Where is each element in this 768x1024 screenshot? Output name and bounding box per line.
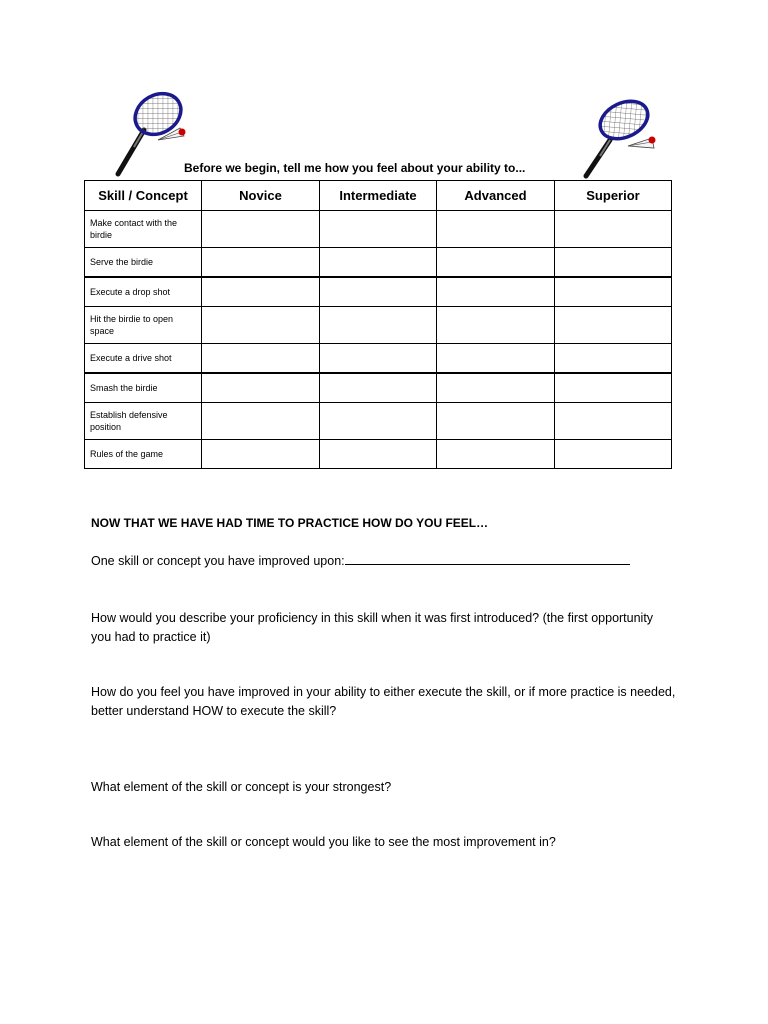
rating-cell-novice[interactable]	[202, 307, 320, 344]
rating-cell-intermediate[interactable]	[320, 440, 437, 469]
rating-cell-novice[interactable]	[202, 373, 320, 403]
badminton-racket-icon-left	[108, 90, 190, 178]
question-text: One skill or concept you have improved upon:	[91, 554, 345, 568]
question-initial-proficiency: How would you describe your proficiency in this skill when it was first introduced? (the first opportunity you had to practice it)	[91, 611, 654, 644]
table-row	[85, 248, 672, 278]
question-improvement-target: What element of the skill or concept would you like to see the most improvement in?	[91, 835, 556, 849]
table-row	[85, 307, 672, 344]
rating-cell-advanced[interactable]	[437, 373, 555, 403]
table-row	[85, 440, 672, 469]
header-superior: Superior	[555, 181, 672, 211]
rating-cell-intermediate[interactable]	[320, 277, 437, 307]
table-row	[85, 344, 672, 374]
question-improved-skill	[91, 552, 676, 571]
answer-blank-line[interactable]	[345, 552, 630, 565]
skill-label: Establish defensive position	[85, 403, 202, 440]
table-row	[85, 211, 672, 248]
rating-cell-intermediate[interactable]	[320, 307, 437, 344]
rating-cell-intermediate[interactable]	[320, 373, 437, 403]
rating-cell-superior[interactable]	[555, 248, 672, 278]
rating-cell-intermediate[interactable]	[320, 344, 437, 374]
skill-label: Hit the birdie to open space	[85, 307, 202, 344]
reflection-heading: NOW THAT WE HAVE HAD TIME TO PRACTICE HOW DO YOU FEEL…	[91, 516, 489, 530]
rating-cell-intermediate[interactable]	[320, 211, 437, 248]
rating-cell-advanced[interactable]	[437, 248, 555, 278]
shuttlecock-icon	[628, 137, 656, 149]
rating-cell-superior[interactable]	[555, 440, 672, 469]
rating-cell-intermediate[interactable]	[320, 248, 437, 278]
rating-cell-novice[interactable]	[202, 440, 320, 469]
intro-prompt: Before we begin, tell me how you feel about your ability to...	[184, 161, 526, 175]
rating-cell-novice[interactable]	[202, 248, 320, 278]
rating-cell-superior[interactable]	[555, 403, 672, 440]
rating-cell-advanced[interactable]	[437, 307, 555, 344]
skill-label: Execute a drive shot	[85, 344, 202, 374]
rating-cell-superior[interactable]	[555, 373, 672, 403]
rating-cell-intermediate[interactable]	[320, 403, 437, 440]
table-header-row	[85, 181, 672, 211]
header-novice: Novice	[202, 181, 320, 211]
rating-cell-advanced[interactable]	[437, 277, 555, 307]
rating-cell-novice[interactable]	[202, 211, 320, 248]
rating-cell-advanced[interactable]	[437, 403, 555, 440]
rating-cell-novice[interactable]	[202, 277, 320, 307]
skill-label: Execute a drop shot	[85, 277, 202, 307]
rating-cell-advanced[interactable]	[437, 344, 555, 374]
rating-cell-novice[interactable]	[202, 344, 320, 374]
rating-cell-superior[interactable]	[555, 307, 672, 344]
table-row	[85, 277, 672, 307]
skill-label: Smash the birdie	[85, 373, 202, 403]
rating-cell-advanced[interactable]	[437, 211, 555, 248]
rating-cell-superior[interactable]	[555, 211, 672, 248]
rating-cell-novice[interactable]	[202, 403, 320, 440]
badminton-racket-icon-right	[580, 98, 660, 180]
skill-label: Serve the birdie	[85, 248, 202, 278]
self-assessment-table	[84, 180, 672, 469]
header-intermediate: Intermediate	[320, 181, 437, 211]
skill-label: Rules of the game	[85, 440, 202, 469]
question-improvement: How do you feel you have improved in your ability to either execute the skill, or if more practice is needed, better understand HOW to execute the skill?	[91, 685, 676, 718]
table-row	[85, 373, 672, 403]
skill-label: Make contact with the birdie	[85, 211, 202, 248]
header-skill-concept: Skill / Concept	[85, 181, 202, 211]
rating-cell-advanced[interactable]	[437, 440, 555, 469]
rating-cell-superior[interactable]	[555, 344, 672, 374]
rating-cell-superior[interactable]	[555, 277, 672, 307]
header-advanced: Advanced	[437, 181, 555, 211]
table-row	[85, 403, 672, 440]
question-strongest-element: What element of the skill or concept is your strongest?	[91, 780, 392, 794]
